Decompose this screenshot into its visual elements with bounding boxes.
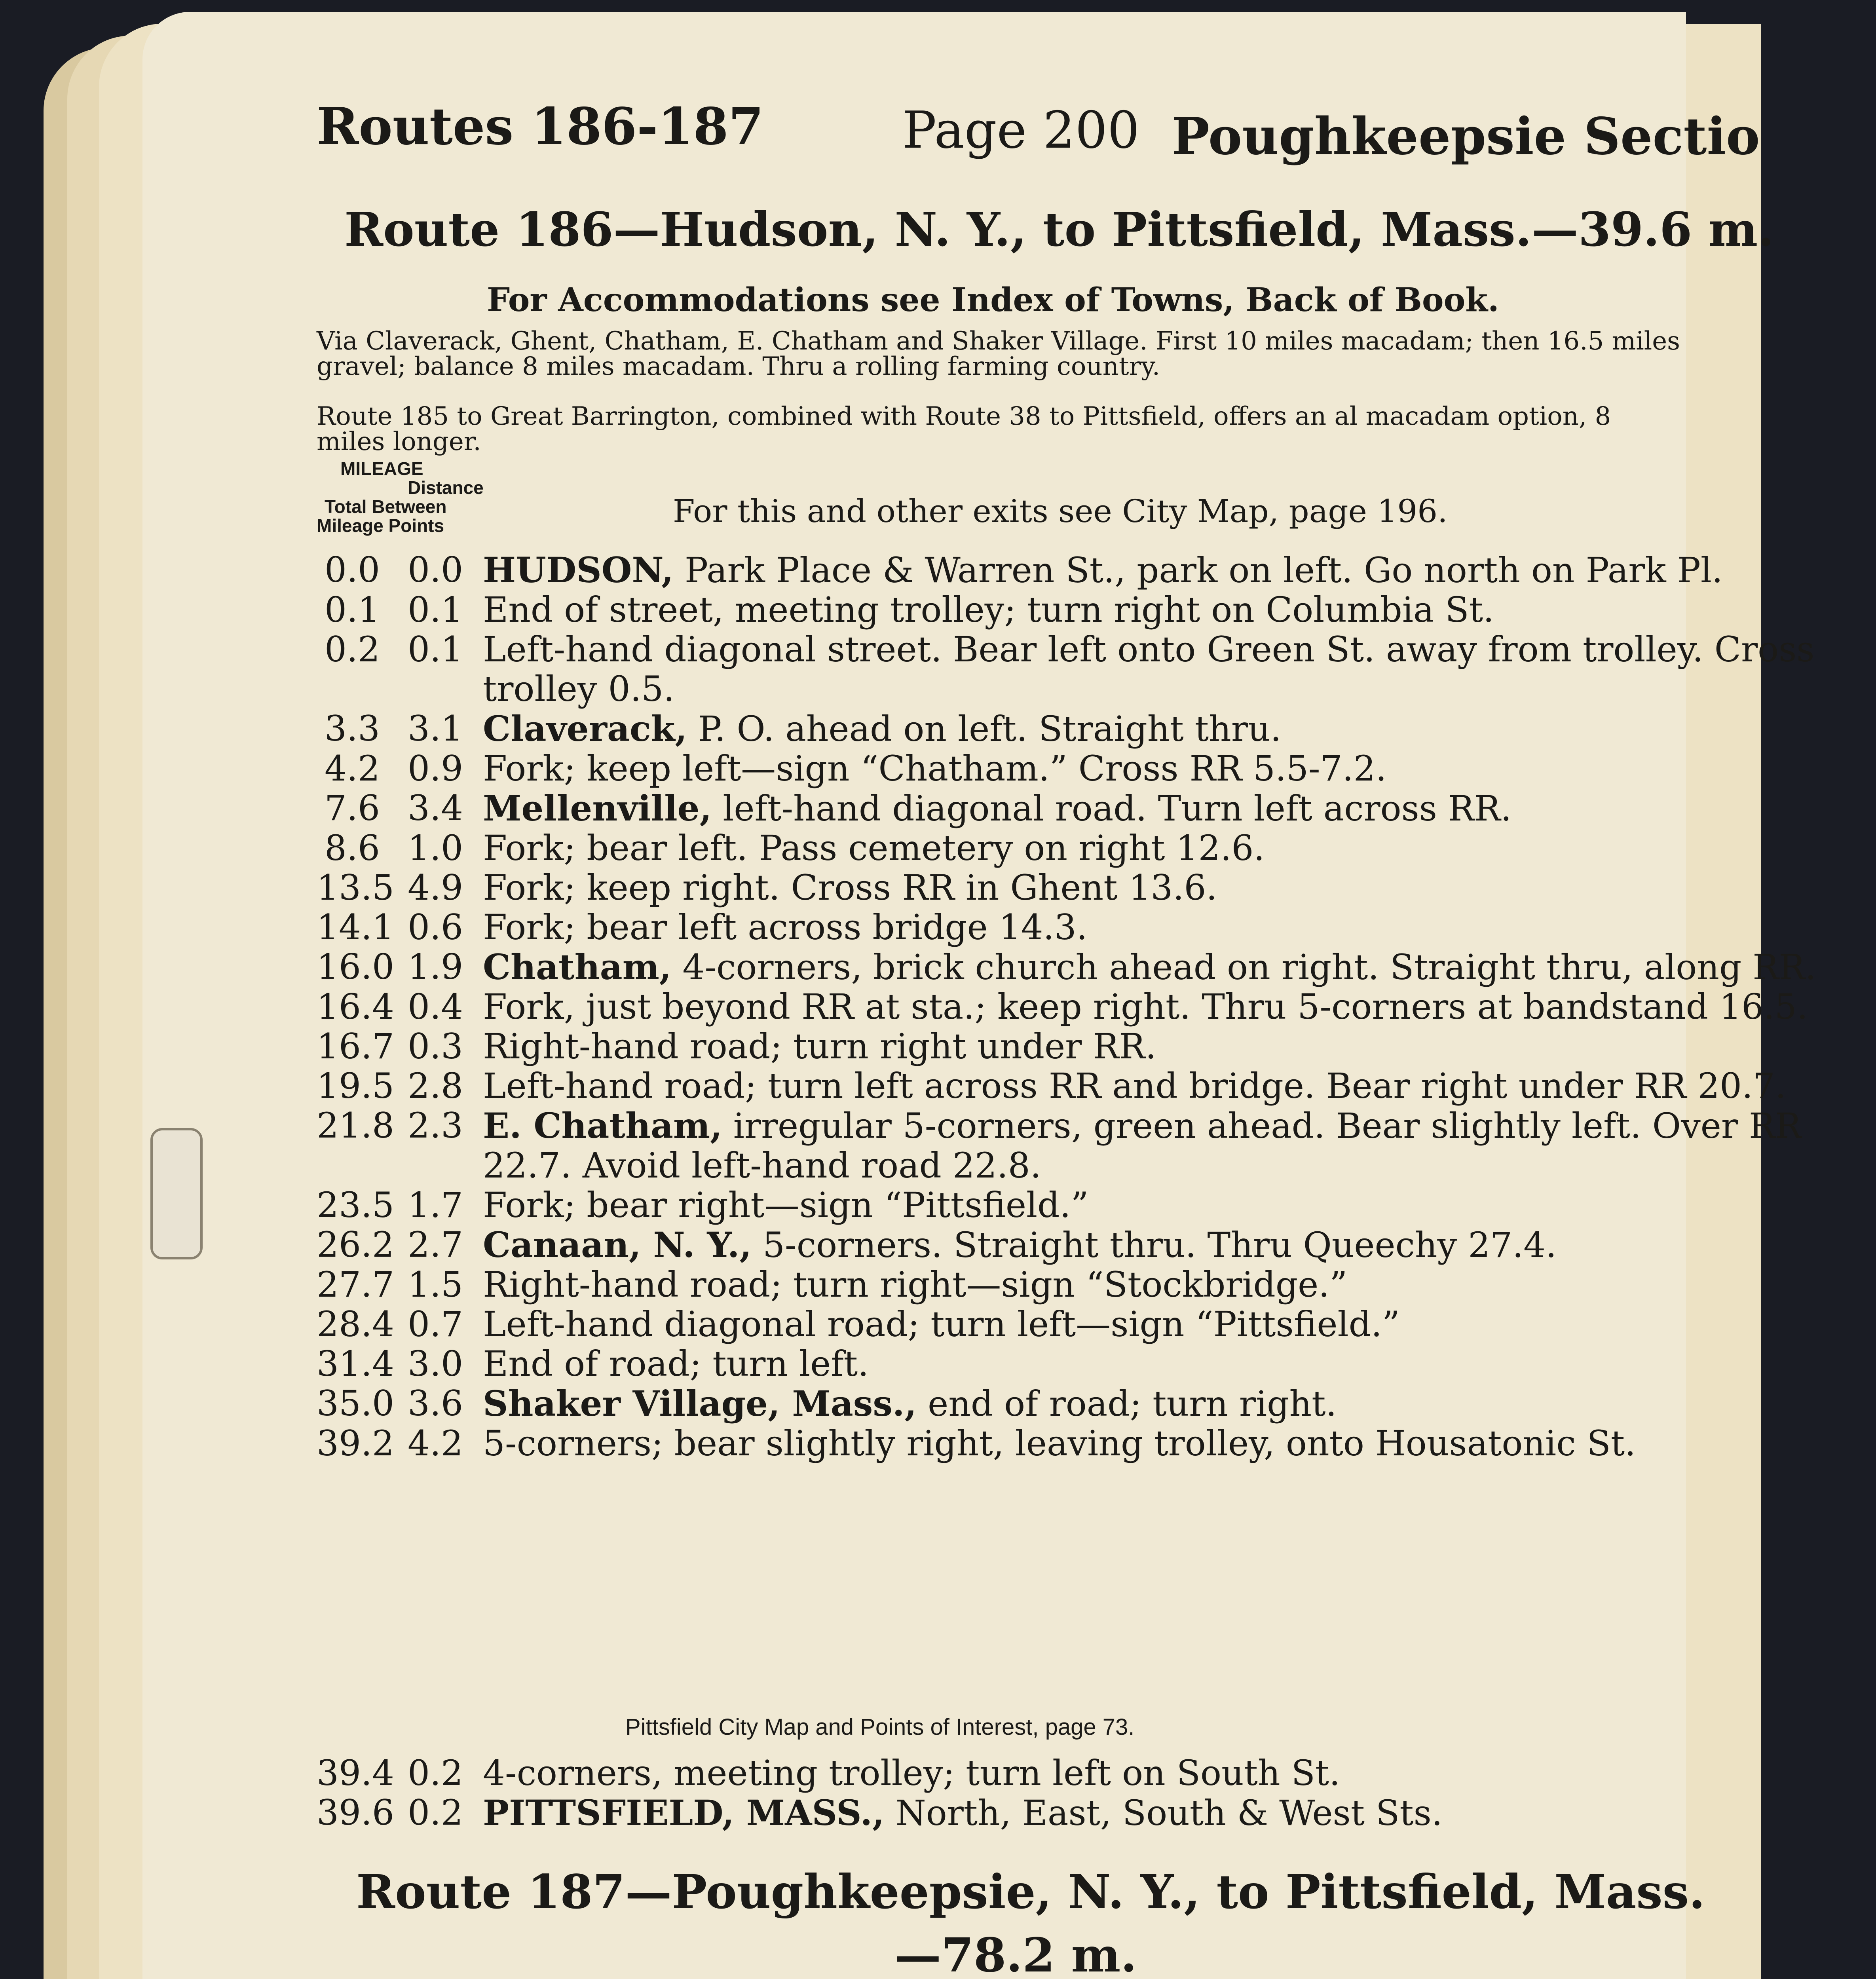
step-total-mileage: 39.6 xyxy=(317,1792,394,1833)
step-distance: 1.7 xyxy=(408,1185,463,1225)
pittsfield-city-map-note: Pittsfield City Map and Points of Interest, page 73. xyxy=(625,1714,1135,1740)
step-description xyxy=(483,550,1876,590)
step-distance: 0.9 xyxy=(408,748,463,789)
step-total-mileage: 23.5 xyxy=(317,1185,394,1225)
step-distance: 0.6 xyxy=(408,907,463,948)
step-distance: 0.1 xyxy=(408,629,463,670)
step-distance: 0.2 xyxy=(408,1753,463,1793)
step-total-mileage: 0.0 xyxy=(325,549,380,590)
step-total-mileage: 14.1 xyxy=(317,907,394,948)
step-text: End of road; turn left. xyxy=(483,1343,869,1384)
step-distance: 1.9 xyxy=(408,946,463,987)
step-distance: 0.7 xyxy=(408,1304,463,1345)
route-step xyxy=(317,1384,1860,1424)
step-text: Fork; keep left—sign “Chatham.” Cross RR 5.5-7.2. xyxy=(483,748,1387,789)
step-distance: 3.4 xyxy=(408,788,463,828)
step-total-mileage: 19.5 xyxy=(317,1065,394,1106)
step-description xyxy=(483,1265,1876,1305)
step-text: left-hand diagonal road. Turn left across RR. xyxy=(712,788,1512,829)
step-distance: 3.1 xyxy=(408,708,463,749)
route-step xyxy=(317,1066,1860,1106)
route-186-alternate: Route 185 to Great Barrington, combined with Route 38 to Pittsfield, offers an al macadam option, 8 miles longer. xyxy=(317,402,1611,456)
step-distance: 3.0 xyxy=(408,1343,463,1384)
step-description xyxy=(483,1344,1876,1384)
route-step xyxy=(317,908,1860,947)
step-total-mileage: 31.4 xyxy=(317,1343,394,1384)
step-text: Fork; bear left. Pass cemetery on right 12.6. xyxy=(483,828,1265,868)
route-186-title: Route 186—Hudson, N. Y., to Pittsfield, Mass.—39.6 m. xyxy=(344,202,1774,257)
step-text: P. O. ahead on left. Straight thru. xyxy=(687,708,1282,749)
step-description xyxy=(483,1106,1876,1185)
step-total-mileage: 39.2 xyxy=(317,1423,394,1464)
step-description xyxy=(483,749,1876,788)
step-description xyxy=(483,868,1876,908)
step-text: 4-corners, brick church ahead on right. Straight thru, along RR. xyxy=(671,947,1816,988)
route-step xyxy=(317,788,1860,828)
step-text: Fork; bear right—sign “Pittsfield.” xyxy=(483,1185,1089,1225)
bookmark-ribbon xyxy=(150,1128,203,1259)
route-186-final-steps xyxy=(317,1753,1860,1833)
step-total-mileage: 0.2 xyxy=(325,629,380,670)
book-page xyxy=(142,12,1816,1979)
header-routes: Routes 186-187 xyxy=(317,97,764,156)
route-step xyxy=(317,1305,1860,1344)
step-text: Left-hand road; turn left across RR and bridge. Bear right under RR 20.7. xyxy=(483,1065,1786,1106)
step-total-mileage: 35.0 xyxy=(317,1383,394,1424)
step-place: Mellenville, xyxy=(483,788,712,829)
step-text: Park Place & Warren St., park on left. Go north on Park Pl. xyxy=(673,550,1723,591)
step-description xyxy=(483,788,1876,828)
step-total-mileage: 16.4 xyxy=(317,986,394,1027)
route-step xyxy=(317,1225,1860,1265)
step-place: Canaan, N. Y., xyxy=(483,1224,752,1265)
step-description xyxy=(483,1185,1876,1225)
step-total-mileage: 7.6 xyxy=(325,788,380,828)
step-total-mileage: 8.6 xyxy=(325,828,380,868)
step-distance: 4.9 xyxy=(408,867,463,908)
step-place: Claverack, xyxy=(483,708,687,749)
route-step xyxy=(317,1753,1860,1793)
step-description xyxy=(483,947,1876,987)
mileage-label: MILEAGE xyxy=(340,458,423,479)
route-step xyxy=(317,749,1860,788)
step-total-mileage: 3.3 xyxy=(325,708,380,749)
step-distance: 2.8 xyxy=(408,1065,463,1106)
route-step xyxy=(317,630,1860,709)
route-187-title-distance: —78.2 m. xyxy=(894,1928,1137,1979)
step-description xyxy=(483,1066,1876,1106)
step-text: irregular 5-corners, green ahead. Bear slightly left. Over RR 22.7. Avoid left-hand road 22.8. xyxy=(483,1105,1802,1186)
route-187-title: Route 187—Poughkeepsie, N. Y., to Pittsfield, Mass. xyxy=(356,1864,1705,1919)
step-distance: 0.3 xyxy=(408,1026,463,1067)
step-text: Left-hand diagonal street. Bear left onto Green St. away from trolley. Cross trolley 0.5. xyxy=(483,629,1815,709)
step-description xyxy=(483,709,1876,749)
route-step xyxy=(317,550,1860,590)
step-description xyxy=(483,1424,1876,1463)
step-text: Right-hand road; turn right—sign “Stockbridge.” xyxy=(483,1264,1348,1305)
route-step xyxy=(317,1424,1860,1463)
step-place: PITTSFIELD, MASS., xyxy=(483,1792,885,1833)
route-step xyxy=(317,987,1860,1027)
step-text: North, East, South & West Sts. xyxy=(884,1793,1443,1833)
route-step xyxy=(317,1106,1860,1185)
route-step xyxy=(317,947,1860,987)
step-distance: 4.2 xyxy=(408,1423,463,1464)
step-description xyxy=(483,1793,1876,1833)
step-distance: 3.6 xyxy=(408,1383,463,1424)
step-text: Fork; keep right. Cross RR in Ghent 13.6. xyxy=(483,867,1217,908)
route-step xyxy=(317,1185,1860,1225)
step-description xyxy=(483,590,1876,630)
step-description xyxy=(483,1027,1876,1066)
route-step xyxy=(317,590,1860,630)
step-description xyxy=(483,1305,1876,1344)
step-description xyxy=(483,987,1876,1027)
step-total-mileage: 4.2 xyxy=(325,748,380,789)
step-text: end of road; turn right. xyxy=(917,1383,1337,1424)
route-step xyxy=(317,1027,1860,1066)
step-description xyxy=(483,1225,1876,1265)
step-distance: 0.1 xyxy=(408,589,463,630)
step-total-mileage: 0.1 xyxy=(325,589,380,630)
step-text: 4-corners, meeting trolley; turn left on South St. xyxy=(483,1753,1341,1793)
route-step xyxy=(317,1265,1860,1305)
step-text: 5-corners; bear slightly right, leaving trolley, onto Housatonic St. xyxy=(483,1423,1636,1464)
step-total-mileage: 21.8 xyxy=(317,1105,394,1146)
step-description xyxy=(483,630,1876,709)
step-distance: 2.3 xyxy=(408,1105,463,1146)
route-186-steps xyxy=(317,550,1860,1463)
step-text: Fork, just beyond RR at sta.; keep right. Thru 5-corners at bandstand 16.5. xyxy=(483,986,1808,1027)
step-place: Shaker Village, Mass., xyxy=(483,1383,917,1424)
step-place: HUDSON, xyxy=(483,549,674,591)
route-step xyxy=(317,828,1860,868)
step-distance: 2.7 xyxy=(408,1224,463,1265)
step-description xyxy=(483,828,1876,868)
step-text: Right-hand road; turn right under RR. xyxy=(483,1026,1156,1067)
route-step xyxy=(317,1793,1860,1833)
route-186-mileage-header xyxy=(317,459,499,535)
step-description xyxy=(483,1384,1876,1424)
route-step xyxy=(317,868,1860,908)
route-186-accommodations: For Accommodations see Index of Towns, Back of Book. xyxy=(487,281,1499,319)
step-total-mileage: 13.5 xyxy=(317,867,394,908)
route-step xyxy=(317,709,1860,749)
step-place: E. Chatham, xyxy=(483,1105,722,1146)
distance-label: Distance xyxy=(408,477,484,498)
step-total-mileage: 16.0 xyxy=(317,946,394,987)
step-total-mileage: 26.2 xyxy=(317,1224,394,1265)
step-text: Left-hand diagonal road; turn left—sign “Pittsfield.” xyxy=(483,1304,1400,1345)
step-distance: 0.2 xyxy=(408,1792,463,1833)
header-section: Poughkeepsie Sectio xyxy=(1172,107,1760,166)
step-text: End of street, meeting trolley; turn right on Columbia St. xyxy=(483,589,1494,630)
total-between-label: Total Between xyxy=(325,496,447,517)
step-distance: 1.5 xyxy=(408,1264,463,1305)
step-total-mileage: 39.4 xyxy=(317,1753,394,1793)
step-description xyxy=(483,908,1876,947)
step-total-mileage: 28.4 xyxy=(317,1304,394,1345)
step-place: Chatham, xyxy=(483,946,672,988)
step-text: Fork; bear left across bridge 14.3. xyxy=(483,907,1088,948)
route-186-via: Via Claverack, Ghent, Chatham, E. Chatham and Shaker Village. First 10 miles macadam; then 16.5 miles gravel; balance 8 miles macadam. Thru a rolling farming country. xyxy=(317,327,1680,381)
step-text: 5-corners. Straight thru. Thru Queechy 27.4. xyxy=(752,1225,1557,1265)
header-page: Page 200 xyxy=(902,101,1140,160)
route-step xyxy=(317,1344,1860,1384)
step-distance: 0.4 xyxy=(408,986,463,1027)
step-distance: 0.0 xyxy=(408,549,463,590)
route-186-exits-note: For this and other exits see City Map, page 196. xyxy=(673,493,1448,530)
step-total-mileage: 16.7 xyxy=(317,1026,394,1067)
step-distance: 1.0 xyxy=(408,828,463,868)
step-total-mileage: 27.7 xyxy=(317,1264,394,1305)
step-description xyxy=(483,1753,1876,1793)
mileage-points-label: Mileage Points xyxy=(317,515,444,536)
